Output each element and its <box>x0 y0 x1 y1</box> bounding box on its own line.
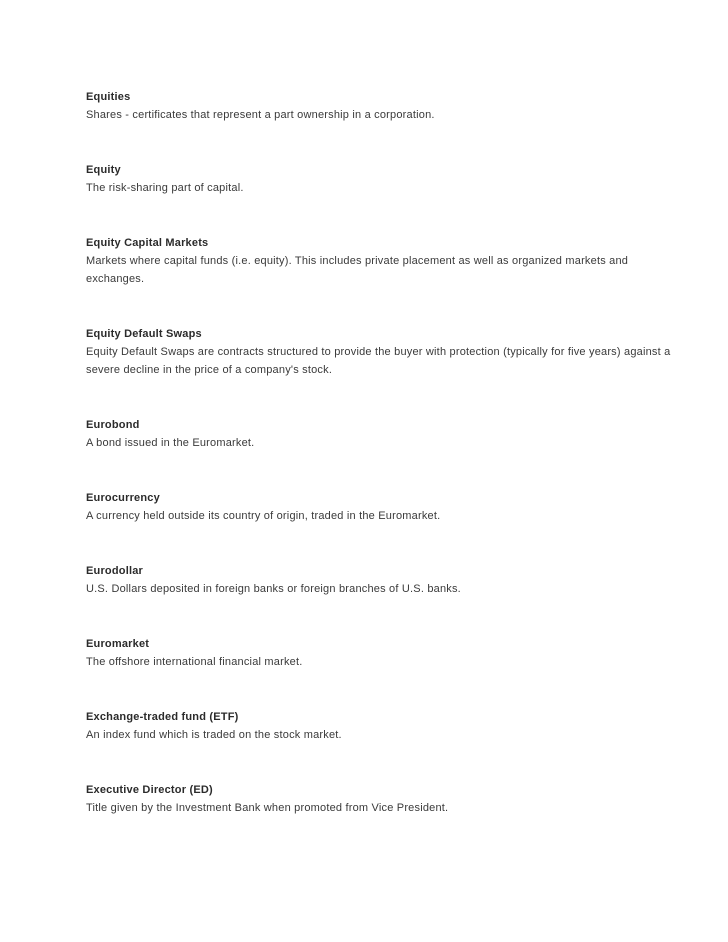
glossary-entry-eurodollar <box>86 562 688 598</box>
glossary-entry-euromarket <box>86 635 688 671</box>
glossary-definition: The offshore international financial market. <box>86 656 303 668</box>
glossary-term: Equity Default Swaps <box>86 328 202 340</box>
glossary-entry-executive-director <box>86 781 688 817</box>
glossary-term: Euromarket <box>86 638 150 650</box>
glossary-entry-eurobond <box>86 416 688 452</box>
glossary-entry-equity-capital-markets <box>86 234 688 288</box>
glossary-definition: An index fund which is traded on the stock market. <box>86 729 342 741</box>
glossary-term: Executive Director (ED) <box>86 784 213 796</box>
glossary-definition: Equity Default Swaps are contracts structured to provide the buyer with protection (typically for five years) against a severe decline in the price of a company's stock. <box>86 346 671 376</box>
glossary-definition: Title given by the Investment Bank when promoted from Vice President. <box>86 802 449 814</box>
glossary-entry-equities <box>86 88 688 124</box>
glossary-definition: U.S. Dollars deposited in foreign banks or foreign branches of U.S. banks. <box>86 583 461 595</box>
glossary-entry-equity <box>86 161 688 197</box>
glossary-term: Exchange-traded fund (ETF) <box>86 711 239 723</box>
glossary-entry-eurocurrency <box>86 489 688 525</box>
glossary-definition: The risk-sharing part of capital. <box>86 182 244 194</box>
glossary-term: Eurocurrency <box>86 492 160 504</box>
glossary-term: Eurobond <box>86 419 140 431</box>
glossary-definition: A bond issued in the Euromarket. <box>86 437 255 449</box>
glossary-definition: Markets where capital funds (i.e. equity). This includes private placement as well as organized markets and exchanges. <box>86 255 629 285</box>
glossary-entry-etf <box>86 708 688 744</box>
glossary-list <box>86 88 688 817</box>
glossary-definition: A currency held outside its country of origin, traded in the Euromarket. <box>86 510 441 522</box>
glossary-term: Equity <box>86 164 121 176</box>
glossary-entry-equity-default-swaps <box>86 325 688 379</box>
glossary-term: Equities <box>86 91 131 103</box>
glossary-term: Eurodollar <box>86 565 144 577</box>
glossary-definition: Shares - certificates that represent a part ownership in a corporation. <box>86 109 435 121</box>
glossary-term: Equity Capital Markets <box>86 237 209 249</box>
